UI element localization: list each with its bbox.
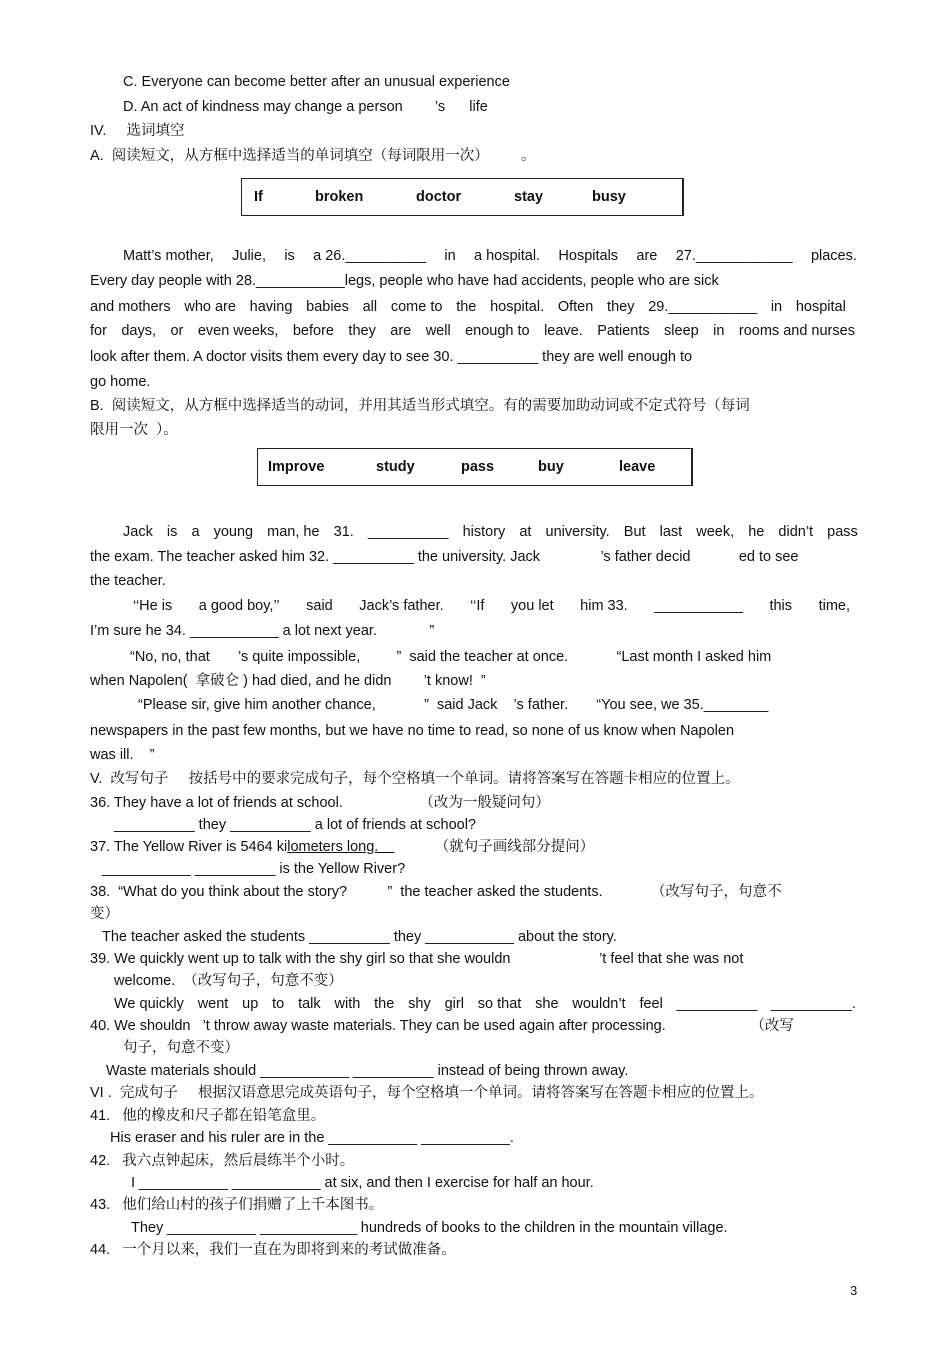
passage-b-line: was ill. ” [90,747,155,763]
word-box-a-item: If [254,189,263,205]
passage-b-line: Jack is a young man, he 31. __________ history at university. But last week, he didn’t pass [123,524,858,540]
question-43: 43. 他们给山村的孩子们捐赠了上千本图书。 [90,1197,384,1213]
section-4b-instruction-cont: 限用一次 ）。 [90,422,178,438]
question-38: 38. “What do you think about the story? ” the teacher asked the students. （改写句子，句意不 [90,884,782,900]
question-38-cont: 变） [90,906,119,922]
passage-b-line: I’m sure he 34. ___________ a lot next year. ” [90,623,435,639]
question-42: 42. 我六点钟起床，然后晨练半个小时。 [90,1153,355,1169]
word-box-b-item: Improve [268,459,325,475]
word-box-b-item: study [376,459,415,475]
section-6-title: VI . 完成句子 根据汉语意思完成英语句子，每个空格填一个单词。请将答案写在答题卡相应的位置上。 [90,1085,764,1101]
passage-b-line: the teacher. [90,573,166,589]
word-box-b-item: pass [461,459,495,475]
question-39: 39. We quickly went up to talk with the shy girl so that she wouldn ’t feel that she was not [90,951,744,967]
passage-a-line: go home. [90,374,151,390]
section-4a-instruction: A. 阅读短文，从方框中选择适当的单词填空（每词限用一次） 。 [90,148,536,164]
passage-a-line: look after them. A doctor visits them every day to see 30. __________ they are well enough to [90,349,693,365]
page-number: 3 [850,1283,858,1298]
passage-a-line: for days, or even weeks, before they are well enough to leave. Patients sleep in rooms and nurses [90,323,855,339]
passage-a-line: Matt’s mother, Julie, is a 26.__________ in a hospital. Hospitals are 27.____________ places. [123,248,857,264]
passage-a-line: and mothers who are having babies all come to the hospital. Often they 29.___________ in hospital [90,299,846,315]
word-box-a [241,178,684,216]
question-39-cont: welcome. （改写句子，句意不变） [114,973,343,989]
option-d: D. An act of kindness may change a person ’s life [123,99,488,115]
question-36: 36. They have a lot of friends at school. （改为一般疑问句） [90,795,550,811]
passage-b-line: “No, no, that ’s quite impossible, ” said the teacher at once. “Last month I asked him [130,649,772,665]
passage-b-line: when Napolen( 拿破仑 ) had died, and he didn ’t know! ” [90,673,486,689]
option-c: C. Everyone can become better after an unusual experience [123,74,510,90]
word-box-b [257,448,693,486]
answer-41: His eraser and his ruler are in the ___________ ___________. [110,1130,514,1146]
word-box-b-item: buy [538,459,564,475]
passage-b-line: newspapers in the past few months, but we have no time to read, so none of us know when Napolen [90,723,735,739]
answer-39: We quickly went up to talk with the shy girl so that she wouldn’t feel __________ __________. [114,996,856,1012]
question-40-cont: 句子，句意不变） [123,1040,239,1056]
section-4b-instruction: B. 阅读短文，从方框中选择适当的动词，并用其适当形式填空。有的需要加助动词或不定式符号（每词 [90,398,750,414]
section-5-title: V. 改写句子 按括号中的要求完成句子，每个空格填一个单词。请将答案写在答题卡相应的位置上。 [90,771,740,787]
question-41: 41. 他的橡皮和尺子都在铅笔盒里。 [90,1108,326,1124]
word-box-a-item: broken [315,189,364,205]
question-40: 40. We shouldn ’t throw away waste materials. They can be used again after processing. （改写 [90,1018,794,1034]
answer-38: The teacher asked the students __________ they ___________ about the story. [102,929,617,945]
passage-b-line: the exam. The teacher asked him 32. __________ the university. Jack ’s father decid ed to see [90,549,799,565]
section-4-title: IV. 选词填空 [90,123,185,139]
passage-b-line: “Please sir, give him another chance, ” said Jack ’s father. “You see, we 35.________ [138,697,769,713]
underlined-part: lometers long. [287,839,395,855]
answer-36: __________ they __________ a lot of friends at school? [114,817,476,833]
word-box-b-item: leave [619,459,656,475]
answer-42: I ___________ ___________ at six, and then I exercise for half an hour. [131,1175,594,1191]
word-box-a-item: doctor [416,189,462,205]
word-box-a-item: busy [592,189,626,205]
answer-37: ___________ __________ is the Yellow River? [102,861,406,877]
question-44: 44. 一个月以来，我们一直在为即将到来的考试做准备。 [90,1242,456,1258]
question-37: 37. The Yellow River is 5464 kilometers long. （就句子画线部分提问） [90,839,595,855]
word-box-a-item: stay [514,189,544,205]
passage-a-line: Every day people with 28.___________legs, people who have had accidents, people who are sick [90,273,719,289]
answer-43: They ___________ ____________ hundreds of books to the children in the mountain village. [131,1220,728,1236]
answer-40: Waste materials should ___________ __________ instead of being thrown away. [106,1063,629,1079]
passage-b-line: ‘‘He is a good boy,’’ said Jack’s father. ‘‘If you let him 33. ___________ this time, [133,598,850,614]
